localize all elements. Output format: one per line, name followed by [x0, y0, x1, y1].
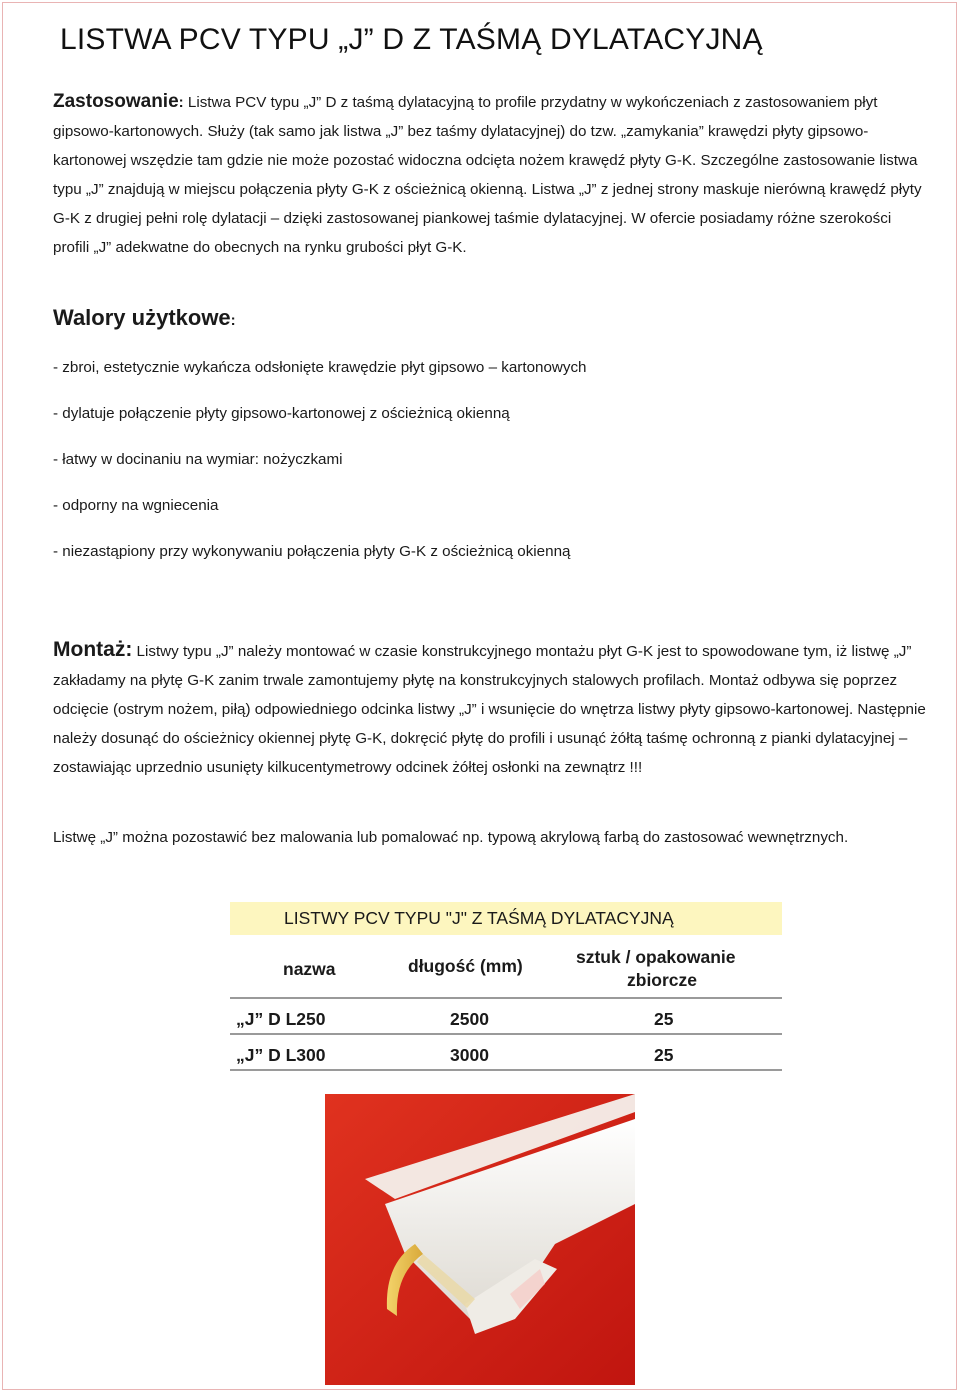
header-sztuk: sztuk / opakowanie — [576, 947, 736, 967]
montaz-note: Listwę „J” można pozostawić bez malowania lub pomalować np. typową akrylową farbą do zastosować wewnętrznych. — [53, 829, 849, 846]
product-table — [230, 902, 782, 1071]
montaz-paragraph — [53, 635, 931, 782]
walory-item: - odporny na wgniecenia — [53, 497, 219, 514]
walory-item: - niezastąpiony przy wykonywaniu połączenia płyty G-K z ościeżnicą okienną — [53, 543, 571, 560]
product-photo — [325, 1094, 635, 1385]
cell-dlugosc: 2500 — [450, 1009, 489, 1029]
header-dlugosc: długość (mm) — [408, 956, 523, 976]
walory-item: - zbroi, estetycznie wykańcza odsłonięte krawędzie płyt gipsowo – kartonowych — [53, 359, 587, 376]
cell-dlugosc: 3000 — [450, 1045, 489, 1065]
row-rule — [230, 1069, 782, 1071]
cell-sztuk: 25 — [654, 1009, 674, 1029]
walory-colon: : — [230, 312, 236, 329]
header-nazwa: nazwa — [283, 959, 336, 979]
table-row — [230, 1035, 782, 1071]
zastosowanie-text: Listwa PCV typu „J” D z taśmą dylatacyjną to profile przydatny w wykończeniach z zastosowaniem płyt gipsowo-kartonowych. Służy (tak samo jak listwa „J” bez taśmy dylatacyjnej) do tzw. „zamykania” krawędzi płyty gipsowo-kartonowej wszędzie tam gdzie nie może pozostać widoczna odcięta nożem krawędź płyty G-K. Szczególne zastosowanie listwa typu „J” znajdują w miejscu połączenia płyty G-K z ościeżnicą okienną. Listwa „J” z jednej strony maskuje nierówną krawędź płyty G-K z drugiej pełni rolę dylatacji – dzięki zastosowanej piankowej taśmie dylatacyjnej. W ofercie posiadamy różne szerokości profili „J” adekwatne do obecnych na rynku grubości płyt G-K. — [53, 94, 922, 256]
walory-heading — [53, 305, 236, 331]
zastosowanie-paragraph — [53, 87, 931, 262]
zastosowanie-heading — [53, 91, 184, 112]
cell-nazwa: „J” D L250 — [236, 1009, 326, 1029]
cell-nazwa: „J” D L300 — [236, 1045, 326, 1065]
table-row — [230, 999, 782, 1035]
header-zbiorcze: zbiorcze — [627, 970, 698, 990]
walory-heading-text: Walory użytkowe — [53, 305, 231, 330]
product-table-header — [230, 935, 782, 995]
montaz-text: Listwy typu „J” należy montować w czasie konstrukcyjnego montażu płyt G-K jest to spowodowane tym, iż listwę „J” zakładamy na płytę G-K zanim trwale zamontujemy płytę na konstrukcyjnych stalowych profilach. Montaż odbywa się poprzez odcięcie (ostrym nożem, piłą) odpowiedniego odcinka listwy „J” i wsunięcie do wnętrza listwy płyty gipsowo-kartonowej. Następnie należy dosunąć do ościeżnicy okiennej płytę G-K, dokręcić płytę do profili i usunąć żółtą taśmę ochronną z pianki dylatacyjnej – zostawiając uprzednio usunięty kilkucentymetrowy odcinek żółtej osłonki na zewnątrz !!! — [53, 643, 926, 776]
walory-item: - łatwy w docinaniu na wymiar: nożyczkami — [53, 451, 343, 468]
zastosowanie-colon: : — [178, 94, 184, 111]
cell-sztuk: 25 — [654, 1045, 674, 1065]
page-title: LISTWA PCV TYPU „J” D Z TAŚMĄ DYLATACYJNĄ — [60, 23, 763, 56]
document-page — [2, 2, 957, 1390]
montaz-heading: Montaż: — [53, 638, 133, 661]
walory-item: - dylatuje połączenie płyty gipsowo-kartonowej z ościeżnicą okienną — [53, 405, 510, 422]
zastosowanie-heading-text: Zastosowanie — [53, 91, 179, 112]
product-table-title: LISTWY PCV TYPU "J" Z TAŚMĄ DYLATACYJNĄ — [230, 902, 782, 935]
